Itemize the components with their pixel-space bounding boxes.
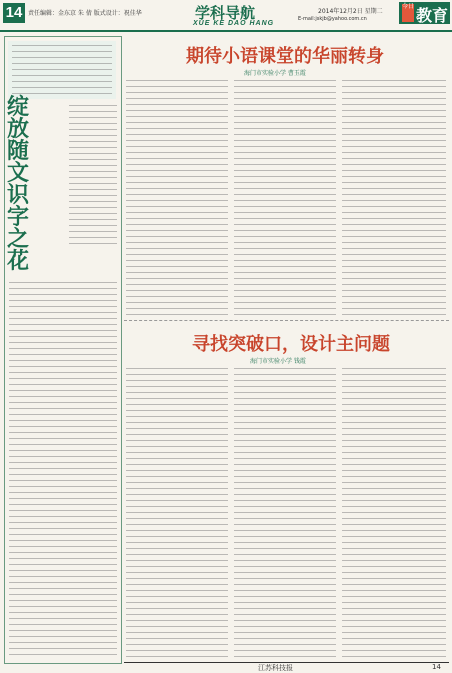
editor-credits: 责任编辑：金东京 朱 倩 版式设计：祝佳华 [28,10,142,17]
logo-small-text: 今日 [402,4,414,22]
contact-email: E-mail:jskjb@yahoo.com.cn [298,16,367,22]
article2-text-col2 [234,368,336,658]
article1-text-col1 [126,80,228,316]
page-number: 14 [3,3,25,23]
article-divider [124,320,449,321]
issue-date: 2014年12月2日 星期二 [318,8,383,15]
section-title: 学科导航 [195,4,256,22]
article2-byline: 海门市实验小学 钱霞 [250,358,306,365]
article1-byline: 海门市实验小学 曹玉霞 [244,70,306,77]
article2-text-col1 [126,368,228,658]
title-char: 之 [7,227,30,252]
title-char: 花 [7,249,30,274]
article1-text-col2 [234,80,336,316]
brand-logo [399,2,450,24]
title-char: 识 [7,183,30,208]
article2-title: 寻找突破口，设计主问题 [192,334,390,355]
article1-title: 期待小语课堂的华丽转身 [186,46,384,67]
title-char: 放 [7,117,30,142]
title-char: 绽 [7,95,30,120]
left-body-text [9,282,117,657]
footer-page-number: 14 [432,663,441,671]
title-char: 文 [7,161,30,186]
article2-text-col3 [342,368,446,658]
article1-text-col3 [342,80,446,316]
intro-text-lines [12,45,112,95]
page-footer [0,662,452,672]
footer-publication: 江苏科技报 [258,664,293,672]
left-feature-column [4,36,122,664]
section-title-pinyin: XUE KE DAO HANG [193,20,275,27]
intro-box [8,41,116,99]
title-char: 字 [7,205,30,230]
left-body-text-top [69,105,117,245]
header-rule [0,30,452,32]
logo-main-text: 教育 [416,6,449,25]
feature-title [7,97,47,273]
page-header [0,0,452,34]
title-char: 随 [7,139,30,164]
